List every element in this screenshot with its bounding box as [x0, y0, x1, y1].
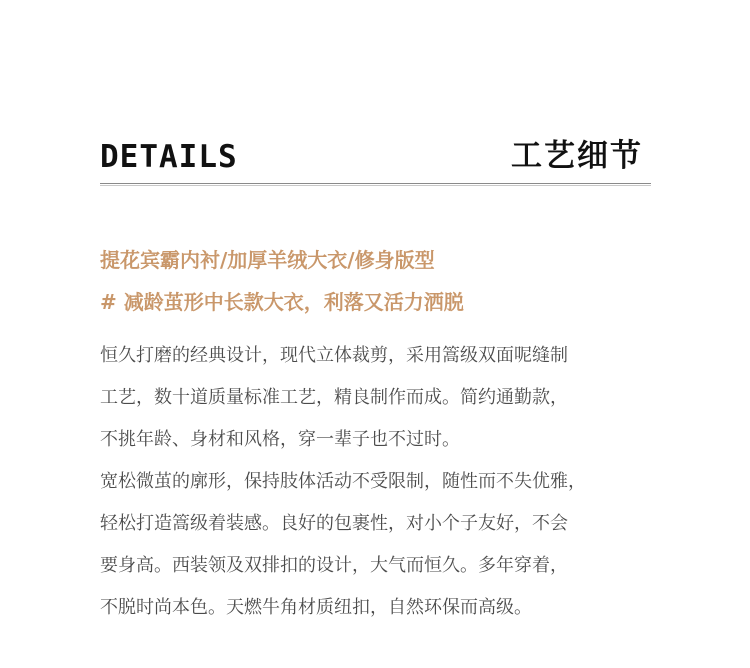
details-title-cn: 工艺细节 [511, 138, 643, 174]
feature-highlight-line: 提花宾霸内衬/加厚羊绒大衣/修身版型 [100, 248, 435, 272]
description-line: 工艺，数十道质量标准工艺，精良制作而成。简约通勤款， [100, 387, 568, 408]
header-divider [100, 183, 651, 186]
description-line: 不挑年龄、身材和风格，穿一辈子也不过时。 [100, 429, 460, 450]
description-line: 不脱时尚本色。天燃牛角材质纽扣，自然环保而高级。 [100, 597, 532, 618]
style-highlight-line: # 减龄茧形中长款大衣，利落又活力洒脱 [100, 290, 464, 314]
description-line: 轻松打造篙级着装感。良好的包裹性，对小个子友好，不会 [100, 513, 568, 534]
details-title-en: DETAILS [100, 139, 238, 175]
description-line: 要身高。西装领及双排扣的设计，大气而恒久。多年穿着， [100, 555, 568, 576]
description-line: 宽松微茧的廓形，保持肢体活动不受限制，随性而不失优雅， [100, 471, 586, 492]
description-line: 恒久打磨的经典设计，现代立体裁剪，采用篙级双面呢缝制 [100, 345, 568, 366]
